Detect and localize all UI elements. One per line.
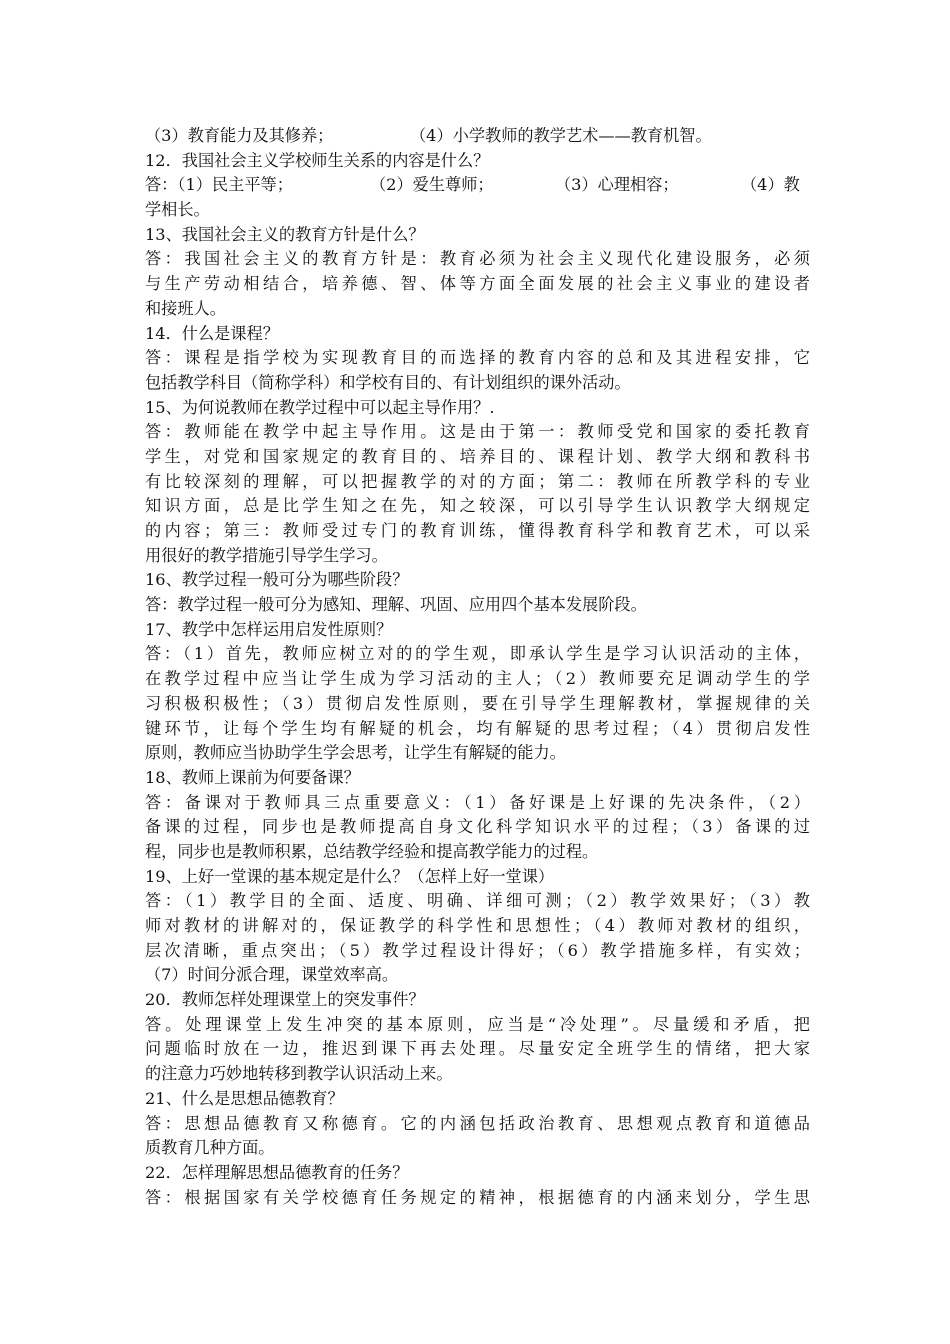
text-line: 程，同步也是教师积累，总结教学经验和提高教学能力的过程。 — [145, 841, 599, 861]
text-line: 和接班人。 — [145, 298, 226, 318]
text-line: 备课的过程，同步也是教师提高自身文化科学知识水平的过程；（3）备课的过 — [145, 817, 810, 837]
text-line: 答：我国社会主义的教育方针是：教育必须为社会主义现代化建设服务，必须 — [145, 249, 810, 269]
text-line: 15、为何说教师在教学过程中可以起主导作用？. — [145, 397, 495, 417]
text-line: 原则，教师应当协助学生学会思考，让学生有解疑的能力。 — [145, 743, 566, 763]
text-column: （2）爱生尊师； — [370, 175, 494, 195]
text-line: 用很好的教学措施引导学生学习。 — [145, 545, 388, 565]
text-line: 有比较深刻的理解，可以把握教学的对的方面；第二：教师在所教学科的专业 — [145, 471, 810, 491]
text-line: 层次清晰，重点突出；（5）教学过程设计得好；（6）教学措施多样，有实效； — [145, 940, 810, 960]
text-line: 13、我国社会主义的教育方针是什么？ — [145, 224, 425, 244]
text-line: 16、教学过程一般可分为哪些阶段？ — [145, 570, 409, 590]
text-column: 答：（1）民主平等； — [145, 175, 293, 195]
text-line: 答：（1）教学目的全面、适度、明确、详细可测；（2）教学效果好；（3）教 — [145, 891, 810, 911]
document-page — [145, 124, 810, 1210]
text-line: 20．教师怎样处理课堂上的突发事件？ — [145, 990, 425, 1010]
text-line-columns — [145, 124, 810, 149]
text-line: 17、教学中怎样运用启发性原则？ — [145, 619, 393, 639]
text-column: （3）心理相容； — [555, 175, 679, 195]
text-line: 答：教师能在教学中起主导作用。这是由于第一：教师受党和国家的委托教育 — [145, 422, 810, 442]
text-line: 的内容；第三：教师受过专门的教育训练，懂得教育科学和教育艺术，可以采 — [145, 521, 810, 540]
text-column: （3）教育能力及其修养； — [145, 126, 334, 145]
text-line: 师对教材的讲解对的，保证教学的科学性和思想性；（4）教师对教材的组织， — [145, 916, 810, 935]
text-line: 答：思想品德教育又称德育。它的内涵包括政治教育、思想观点教育和道德品 — [145, 1113, 810, 1133]
text-line: 在教学过程中应当让学生成为学习活动的主人；（2）教师要充足调动学生的学 — [145, 669, 810, 689]
text-line: 答：（1）首先，教师应树立对的的学生观，即承认学生是学习认识活动的主体， — [145, 644, 810, 664]
text-column: （4）教 — [741, 175, 800, 195]
text-line: 知识方面，总是比学生知之在先，知之较深，可以引导学生认识教学大纲规定 — [145, 496, 810, 516]
text-line: 答：根据国家有关学校德育任务规定的精神，根据德育的内涵来划分，学生思 — [145, 1187, 810, 1207]
text-line: 答：教学过程一般可分为感知、理解、巩固、应用四个基本发展阶段。 — [145, 595, 647, 615]
text-line: （7）时间分派合理，课堂效率高。 — [145, 965, 399, 985]
text-column: （4）小学教师的教学艺术——教育机智。 — [410, 126, 712, 145]
text-line: 学相长。 — [145, 200, 210, 220]
text-line: 答：课程是指学校为实现教育目的而选择的教育内容的总和及其进程安排，它 — [145, 348, 810, 368]
text-line: 键环节，让每个学生均有解疑的机会，均有解疑的思考过程；（4）贯彻启发性 — [145, 718, 810, 738]
text-line: 学生，对党和国家规定的教育目的、培养目的、课程计划、教学大纲和教科书 — [145, 446, 810, 466]
text-line: 包括教学科目（简称学科）和学校有目的、有计划组织的课外活动。 — [145, 372, 631, 392]
text-line: 质教育几种方面。 — [145, 1138, 275, 1158]
text-line: 答。处理课堂上发生冲突的基本原则，应当是“冷处理”。尽量缓和矛盾，把 — [145, 1014, 810, 1034]
text-line: 的注意力巧妙地转移到教学认识活动上来。 — [145, 1064, 453, 1084]
text-line: 18、教师上课前为何要备课？ — [145, 767, 360, 787]
text-line: 19、上好一堂课的基本规定是什么？（怎样上好一堂课） — [145, 866, 555, 886]
text-line: 习积极积极性；（3）贯彻启发性原则，要在引导学生理解教材，掌握规律的关 — [145, 693, 810, 713]
text-line: 21、什么是思想品德教育？ — [145, 1088, 344, 1108]
text-line-columns — [145, 173, 810, 198]
text-line: 与生产劳动相结合，培养德、智、体等方面全面发展的社会主义事业的建设者 — [145, 274, 810, 294]
text-line: 22．怎样理解思想品德教育的任务？ — [145, 1162, 409, 1182]
text-line: 14．什么是课程？ — [145, 323, 279, 343]
text-line: 答：备课对于教师具三点重要意义：（1）备好课是上好课的先决条件，（2） — [145, 792, 810, 812]
text-line: 问题临时放在一边，推迟到课下再去处理。尽量安定全班学生的情绪，把大家 — [145, 1039, 810, 1059]
text-line: 12．我国社会主义学校师生关系的内容是什么？ — [145, 150, 490, 170]
